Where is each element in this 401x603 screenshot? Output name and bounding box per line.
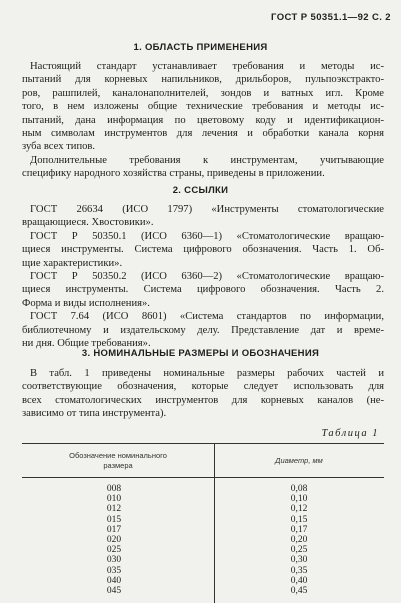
table-cell: 0,08 (290, 484, 308, 494)
table-cell: 012 (106, 504, 122, 515)
table-column-diameters (284, 484, 314, 596)
table-cell: 0,15 (290, 514, 308, 525)
text-line: Дополнительные требования к инструментам, учитывающие (30, 154, 384, 166)
table-cell: 0,45 (290, 585, 308, 596)
table-cell: 035 (106, 565, 122, 576)
table-cell: 045 (106, 585, 122, 596)
table-header-designation (22, 451, 214, 470)
text-line: щиеся инструменты. Система цифрового обозначения. Часть 2. (22, 284, 384, 296)
text-line: соответствующие обозначения, которые следует использовать для (22, 381, 384, 393)
section-scope-text (22, 60, 384, 181)
table-cell: 025 (106, 545, 122, 556)
table-cell: 0,30 (290, 555, 308, 566)
text-line: ГОСТ 26634 (ИСО 1797) «Инструменты стоматологические (30, 204, 384, 215)
text-line: всех стоматологических инструментов для корневых каналов (не- (22, 394, 384, 406)
table-header-line: размера (103, 460, 133, 470)
table-cell: 010 (106, 494, 122, 505)
table-cell: 0,35 (290, 565, 308, 576)
text-line: зуба всех типов. (22, 141, 96, 153)
table-cell: 020 (106, 534, 122, 545)
section-title-references: 2. ССЫЛКИ (172, 185, 229, 196)
table-cell: 030 (106, 555, 122, 566)
text-line: Форма и виды исполнения». (22, 297, 150, 309)
text-line: ГОСТ Р 50350.1 (ИСО 6360—1) «Стоматологические вращаю- (30, 230, 384, 242)
text-line: пытаний, дана информация по цветовому коду и идентификацион- (22, 114, 384, 126)
text-line: библиотечному и издательскому делу. Представление дат и време- (22, 324, 384, 336)
table-cell: 017 (106, 524, 122, 535)
text-line: щиеся инструменты. Система цифрового обозначения. Часть 1. Об- (22, 244, 384, 256)
table-cell: 0,25 (290, 545, 308, 556)
table-cell: 0,10 (290, 494, 308, 505)
text-line: пытаний для корневых напильников, дрильборов, пульпоэкстракто- (22, 74, 384, 86)
table-header-diameter: Диаметр, мм (275, 456, 323, 465)
text-line: ГОСТ 7.64 (ИСО 8601) «Система стандартов по информации, (30, 311, 384, 323)
text-line: ным символам инструментов для лечения и обработки канала корня (22, 128, 384, 140)
table-column-divider (214, 443, 215, 603)
table-cell: 008 (106, 484, 122, 494)
table-top-rule (22, 443, 384, 444)
table-header-rule (22, 477, 384, 478)
table-cell: 0,17 (290, 524, 308, 535)
text-line: специфику народного хозяйства страны, приведены в приложении. (22, 168, 325, 180)
text-line: щие характеристики». (22, 257, 123, 269)
table-caption: Таблица 1 (321, 428, 379, 439)
page-header: ГОСТ Р 50351.1—92 С. 2 (271, 12, 391, 23)
table-cell: 0,40 (290, 575, 308, 586)
table-cell: 015 (106, 514, 122, 525)
text-line: вращающиеся. Хвостовики». (22, 217, 154, 229)
text-line: зависимо от типа инструмента). (22, 408, 167, 420)
text-line: ГОСТ Р 50350.2 (ИСО 6360—2) «Стоматологические вращаю- (30, 271, 384, 283)
text-line: В табл. 1 приведены номинальные размеры рабочих частей и (30, 368, 384, 379)
text-line: Настоящий стандарт устанавливает требования и методы ис- (30, 61, 384, 72)
table-header-line: Обозначение номинального (69, 451, 167, 460)
section-references-text (22, 203, 384, 350)
table-cell: 040 (106, 575, 122, 586)
table-cell: 0,12 (290, 504, 308, 515)
text-line: того, в нем изложены общие технические требования и методы ис- (22, 101, 384, 113)
table-cell: 0,20 (290, 534, 308, 545)
section-title-sizes: 3. НОМИНАЛЬНЫЕ РАЗМЕРЫ И ОБОЗНАЧЕНИЯ (81, 348, 320, 359)
section-sizes-text (22, 367, 384, 421)
section-title-scope: 1. ОБЛАСТЬ ПРИМЕНЕНИЯ (133, 42, 268, 53)
text-line: ров, рашпилей, каналонаполнителей, зондов и ватных игл. Кроме (22, 87, 384, 99)
text-line: ни дня. Общие требования». (22, 338, 151, 350)
table-column-designations (100, 484, 128, 596)
